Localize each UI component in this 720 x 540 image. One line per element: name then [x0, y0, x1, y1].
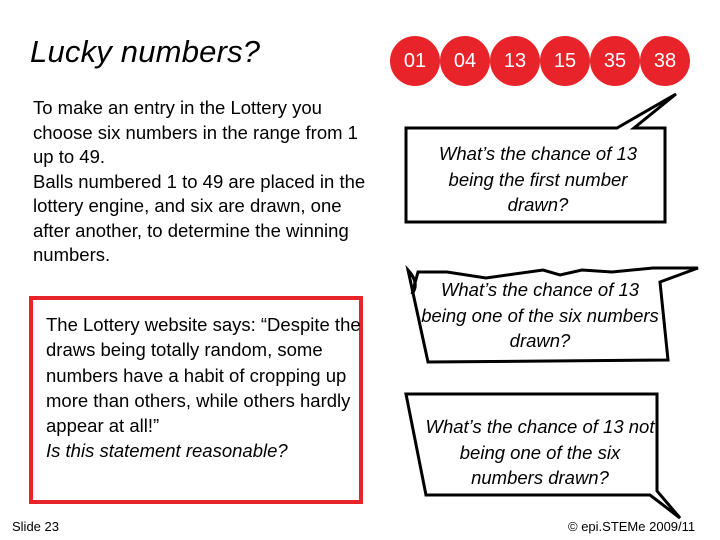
lottery-ball: 15 [540, 36, 590, 86]
bubble-1-text: What’s the chance of 13 being the first number drawn? [438, 143, 638, 215]
quote-statement: The Lottery website says: “Despite the draws being totally random, some numbers have a habit of cropping up more than others, while others hardly appear at all!” [46, 314, 361, 437]
intro-paragraph-1: To make an entry in the Lottery you choose six numbers in the range from 1 up to 49. [33, 97, 358, 167]
intro-paragraph-2: Balls numbered 1 to 49 are placed in the lottery engine, and six are drawn, one after another, to determine the winning numbers. [33, 170, 366, 265]
bubble-3-text: What’s the chance of 13 not being one of the six numbers drawn? [425, 416, 655, 488]
lottery-ball: 38 [640, 36, 690, 86]
page-title: Lucky numbers? [30, 34, 261, 69]
lottery-ball: 01 [390, 36, 440, 86]
quote-question: Is this statement reasonable? [46, 440, 288, 462]
lottery-ball: 04 [440, 36, 490, 86]
lottery-ball: 13 [490, 36, 540, 86]
copyright: © epi.STEMe 2009/11 [568, 519, 696, 534]
bubble-2-text: What’s the chance of 13 being one of the six numbers drawn? [421, 279, 659, 351]
lottery-ball: 35 [590, 36, 640, 86]
slide-number: Slide 23 [12, 519, 59, 534]
